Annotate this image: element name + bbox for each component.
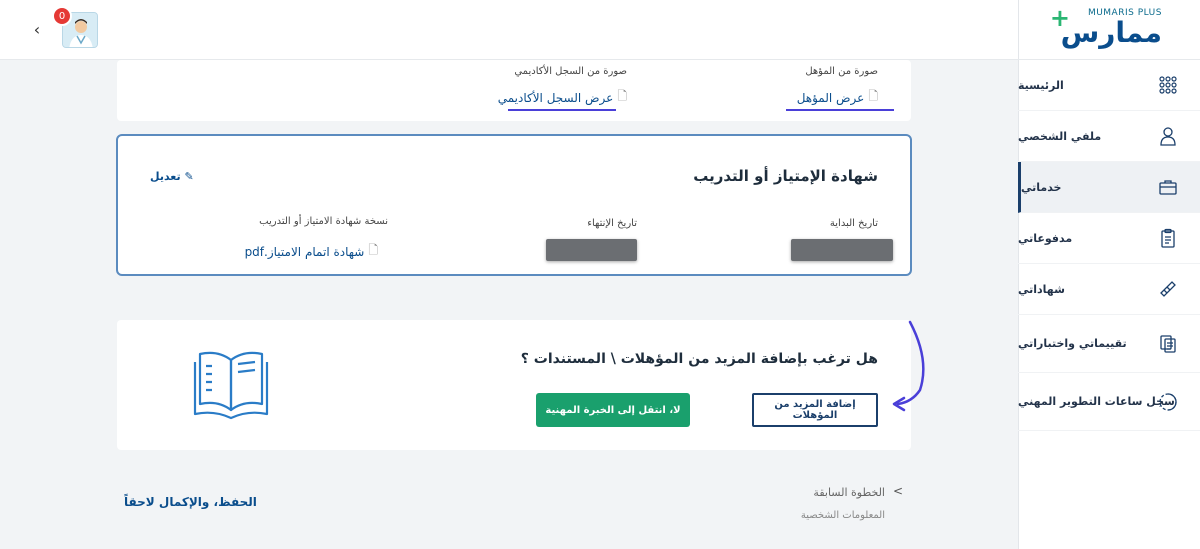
- start-date-redacted: [791, 239, 893, 261]
- certificate-icon: [1158, 279, 1178, 299]
- certificate-file-name: شهادة اتمام الامتياز.pdf: [244, 244, 365, 259]
- academic-record-label: صورة من السجل الأكاديمي: [514, 66, 627, 77]
- sidebar-item-label: سجل ساعات التطوير المهني: [1018, 395, 1175, 408]
- end-date-redacted: [546, 239, 637, 261]
- sidebar-item-assessments[interactable]: [1018, 315, 1200, 373]
- file-icon: 🗋: [617, 89, 627, 103]
- edit-label: تعديل: [150, 170, 181, 183]
- view-academic-record-text: عرض السجل الأكاديمي: [497, 90, 614, 105]
- chart-icon: [1158, 392, 1178, 412]
- chevron-left-icon[interactable]: <: [893, 484, 904, 498]
- previous-step-link[interactable]: الخطوة السابقة: [813, 486, 885, 499]
- grid-icon: [1158, 75, 1178, 95]
- sidebar-item-label: شهاداتي: [1018, 282, 1065, 296]
- card-title: شهادة الإمتياز أو التدريب: [693, 167, 878, 185]
- open-book-icon: [192, 346, 270, 422]
- sidebar-item-label: تقييماتي واختباراتي: [1018, 337, 1127, 350]
- certificate-copy-label: نسخة شهادة الامتياز أو التدريب: [259, 216, 388, 227]
- view-qualification-link[interactable]: [797, 87, 878, 108]
- annotation-arrow-icon: [880, 320, 940, 420]
- sidebar-item-label: خدماتي: [1021, 180, 1062, 194]
- save-and-continue-later-link[interactable]: الحفظ، والإكمال لاحقاً: [124, 495, 257, 509]
- certificate-file-link[interactable]: [245, 241, 378, 262]
- go-to-experience-button[interactable]: لا، انتقل إلى الخبرة المهنية: [536, 393, 690, 427]
- top-bar: [0, 0, 1018, 60]
- documents-icon: [1158, 334, 1178, 354]
- sidebar-item-certificates[interactable]: [1018, 264, 1200, 315]
- view-qualification-text: عرض المؤهل: [796, 90, 865, 105]
- sidebar-item-label: الرئيسية: [1018, 78, 1064, 92]
- view-academic-record-link[interactable]: [498, 87, 627, 108]
- sidebar-item-label: مدفوعاتي: [1018, 231, 1073, 245]
- sidebar-item-home[interactable]: [1018, 60, 1200, 111]
- chevron-left-icon[interactable]: ‹: [33, 19, 41, 39]
- add-more-qualifications-button[interactable]: إضافة المزيد من المؤهلات: [752, 393, 878, 427]
- annotation-underline: [508, 109, 616, 111]
- end-date-label: تاريخ الإنتهاء: [587, 218, 637, 229]
- qualification-label: صورة من المؤهل: [805, 66, 878, 77]
- sidebar-item-cpd-hours[interactable]: [1018, 373, 1200, 431]
- user-icon: [1158, 126, 1178, 146]
- logo-latin: MUMARIS PLUS: [1087, 8, 1162, 18]
- edit-link[interactable]: [150, 170, 194, 183]
- sidebar-item-label: ملفي الشخصي: [1018, 129, 1102, 143]
- plus-logo-icon: +: [1049, 4, 1070, 32]
- notification-badge[interactable]: 0: [52, 6, 72, 26]
- sidebar-nav: [1018, 60, 1200, 431]
- sidebar-item-payments[interactable]: [1018, 213, 1200, 264]
- file-icon: 🗋: [868, 89, 878, 103]
- previous-step-subtitle: المعلومات الشخصية: [800, 510, 885, 521]
- start-date-label: تاريخ البداية: [829, 218, 878, 229]
- clipboard-icon: [1158, 228, 1178, 248]
- sidebar-item-profile[interactable]: [1018, 111, 1200, 162]
- file-icon: 🗋: [368, 243, 378, 257]
- logo[interactable]: [1018, 0, 1200, 60]
- logo-arabic: ممارس: [1060, 16, 1162, 49]
- add-more-question: هل ترغب بإضافة المزيد من المؤهلات \ المستندات ؟: [520, 351, 878, 367]
- pencil-icon: ✎: [184, 170, 194, 183]
- sidebar-item-services[interactable]: [1018, 162, 1200, 213]
- sidebar: [1018, 0, 1200, 549]
- annotation-underline: [786, 109, 894, 111]
- briefcase-icon: [1158, 177, 1178, 197]
